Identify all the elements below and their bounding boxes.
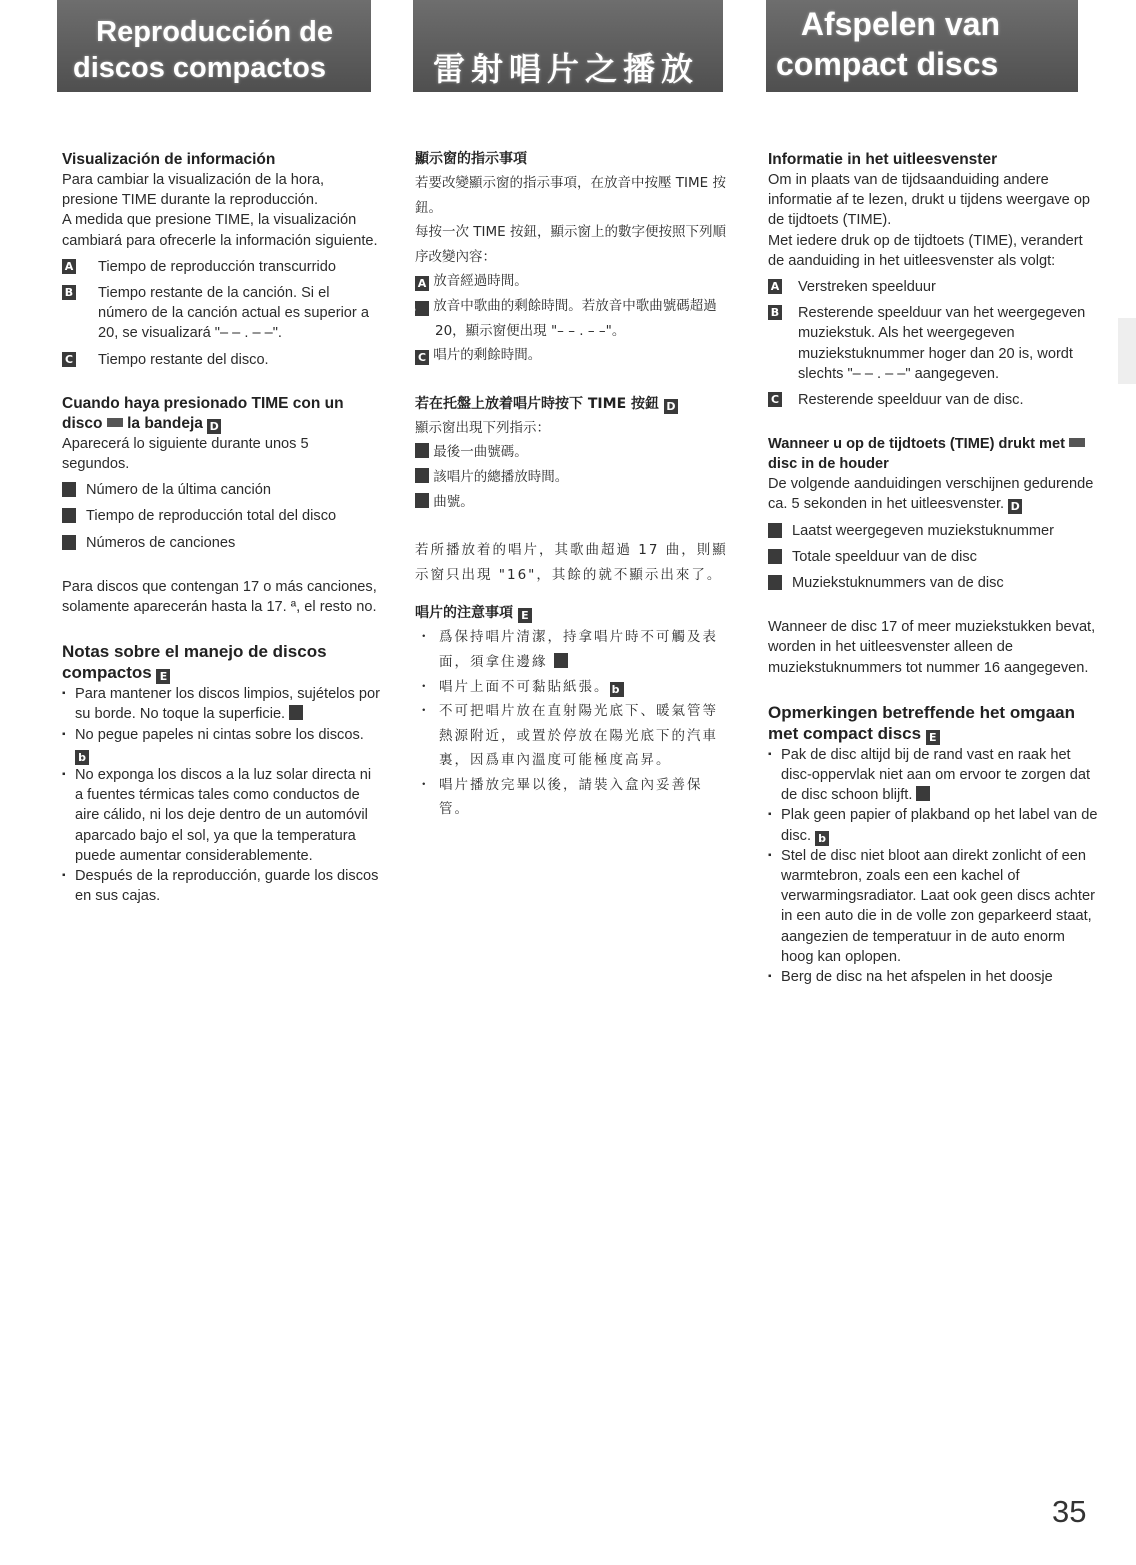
list-item: C Tiempo restante del disco. — [62, 350, 380, 370]
column-dutch — [768, 150, 1098, 987]
marker-e-icon: E — [156, 669, 170, 684]
list-item: A Tiempo de reproducción transcurrido — [62, 257, 380, 277]
section-banner-chinese — [413, 0, 723, 92]
marker-d-icon: D — [207, 419, 221, 434]
list-item: B Resterende speelduur van het weergegeven muziekstuk. Als het weergegeven muziekstuknummer hoger dan 20 is, wordt slechts "– – . – –" aangegeven. — [768, 303, 1098, 384]
paragraph: Para cambiar la visualización de la hora, presione TIME durante la reproducción. — [62, 172, 325, 209]
display-symbol-icon — [415, 443, 429, 458]
marker-e-icon: E — [926, 730, 940, 745]
heading-time-with-disc: 若在托盤上放着唱片時按下 TIME 按鈕 D — [415, 392, 733, 416]
column-chinese — [407, 147, 733, 822]
paragraph: Om in plaats van de tijdsaanduiding andere informatie af te lezen, drukt u tijdens weergave op de tijdtoets (TIME). — [768, 172, 1091, 229]
list-item: Totale speelduur van de disc — [768, 547, 1098, 567]
paragraph: 若所播放着的唱片，其歌曲超過 17 曲，則顯示窗只出現 "16"，其餘的就不顯示出來了。 — [415, 542, 728, 583]
list-item: A 放音經過時間。 — [415, 269, 733, 294]
heading-display-info: 顯示窗的指示事項 — [415, 151, 527, 167]
heading-handling-notes: 唱片的注意事項 E — [415, 601, 733, 625]
display-symbol-icon — [768, 549, 782, 564]
paragraph: Met iedere druk op de tijdtoets (TIME), verandert de aanduiding in het uitleesvenster als volgt: — [768, 232, 1083, 269]
display-symbol-icon — [62, 482, 76, 497]
list-item: ▪ Berg de disc na het afspelen in het doosje — [768, 967, 1098, 987]
disc-figure-icon — [916, 786, 930, 801]
banner-title-line2: discos compactos — [73, 52, 327, 84]
list-item: Número de la última canción — [62, 480, 380, 500]
list-item: ・ 唱片上面不可黏貼紙張。 b — [415, 675, 733, 700]
list-item: ▪ Pak de disc altijd bij de rand vast en raak het disc-oppervlak niet aan om ervoor te zorgen dat de disc schoon blijft. — [768, 745, 1098, 806]
paragraph: 若要改變顯示窗的指示事項，在放音中按壓 TIME 按鈕。 — [415, 175, 726, 216]
banner-title-line1: Afspelen van — [800, 6, 1000, 42]
marker-b-icon: B — [415, 301, 429, 316]
list-item: ・ 爲保持唱片清潔，持拿唱片時不可觸及表面，須拿住邊緣 — [415, 625, 733, 674]
banner-title-line1: 雷射唱片之播放 — [433, 50, 700, 88]
display-symbol-icon — [768, 523, 782, 538]
paragraph: Para discos que contengan 17 o más canciones, solamente aparecerán hasta la 17. ª, el resto no. — [62, 578, 377, 616]
display-symbol-icon — [62, 508, 76, 523]
heading-display-info: Informatie in het uitleesvenster — [768, 151, 998, 168]
paragraph: De volgende aanduidingen verschijnen gedurende ca. 5 sekonden in het uitleesvenster. D — [768, 476, 1094, 514]
display-symbol-icon — [415, 493, 429, 508]
marker-e-icon: E — [518, 608, 532, 623]
list-item: ・ 唱片播放完畢以後，請裝入盒內妥善保管。 — [415, 773, 733, 822]
list-item: C Resterende speelduur van de disc. — [768, 390, 1098, 410]
disc-figure-icon — [289, 705, 303, 720]
heading-time-with-disc: Wanneer u op de tijdtoets (TIME) drukt met disc in de houder — [768, 434, 1098, 474]
list-item: Números de canciones — [62, 533, 380, 553]
list-item: 該唱片的總播放時間。 — [415, 465, 733, 490]
marker-b-small-icon: b — [75, 750, 89, 765]
marker-d-icon: D — [1008, 499, 1022, 514]
section-banner-dutch — [766, 0, 1078, 92]
list-item: B 放音中歌曲的剩餘時間。若放音中歌曲號碼超過 20，顯示窗便出現 "– – . – –"。 — [407, 297, 717, 339]
banner-title-line1: Reproducción de — [96, 16, 333, 48]
list-item: ▪ Plak geen papier of plakband op het label van de disc. b — [768, 805, 1098, 845]
page-number: 35 — [1052, 1494, 1087, 1529]
marker-c-icon: C — [415, 350, 429, 365]
heading-handling-notes: Notas sobre el manejo de discos compactos E — [62, 642, 327, 684]
display-symbol-icon — [62, 535, 76, 550]
heading-display-info: Visualización de información — [62, 151, 276, 168]
list-item: ▪ Para mantener los discos limpios, sujételos por su borde. No toque la superficie. — [62, 684, 380, 724]
list-item: A Verstreken speelduur — [768, 277, 1098, 297]
list-item: Tiempo de reproducción total del disco — [62, 506, 380, 526]
heading-time-with-disc: Cuando haya presionado TIME con un disco la bandeja D — [62, 394, 344, 433]
disc-symbol-icon — [107, 418, 123, 427]
list-item: ▪ Después de la reproducción, guarde los discos en sus cajas. — [62, 866, 380, 906]
list-item: Muziekstuknummers van de disc — [768, 573, 1098, 593]
section-banner-spanish — [57, 0, 371, 92]
marker-b-icon: B — [768, 305, 782, 320]
marker-b-small-icon: b — [610, 682, 624, 697]
list-item: B Tiempo restante de la canción. Si el número de la canción actual es superior a 20, se visualizará "– – . – –". — [62, 283, 380, 344]
paragraph: Aparecerá lo siguiente durante unos 5 segundos. — [62, 435, 309, 473]
heading-handling-notes: Opmerkingen betreffende het omgaan met compact discs E — [768, 702, 1075, 744]
paragraph: 顯示窗出現下列指示： — [415, 419, 550, 436]
marker-a-icon: A — [62, 259, 76, 274]
list-item: ・ 不可把唱片放在直射陽光底下、暖氣管等熱源附近，或置於停放在陽光底下的汽車裏，因爲車內溫度可能極度高昇。 — [415, 699, 733, 773]
paragraph: 每按一次 TIME 按鈕，顯示窗上的數字便按照下列順序改變內容： — [415, 224, 726, 265]
list-item: Laatst weergegeven muziekstuknummer — [768, 521, 1098, 541]
list-item: ▪ Stel de disc niet bloot aan direkt zonlicht of een warmtebron, zoals een een kachel of verwarmingsradiator. Laat ook geen discs achter in een auto die in de volle zon geparkeerd staat, aangezien de temperatuur in de auto enorm hoog kan oplopen. — [768, 846, 1098, 967]
list-item: C 唱片的剩餘時間。 — [415, 343, 733, 368]
list-item: 曲號。 — [415, 490, 733, 515]
marker-d-icon: D — [664, 399, 678, 414]
column-spanish — [62, 150, 380, 906]
paragraph: Wanneer de disc 17 of meer muziekstukken bevat, worden in het uitleesvenster alleen de muziekstuknummers tot nummer 16 aangegeven. — [768, 619, 1096, 676]
marker-a-icon: A — [415, 276, 429, 291]
list-item: ▪ No pegue papeles ni cintas sobre los discos. b — [62, 725, 380, 765]
paragraph: A medida que presione TIME, la visualización cambiará para ofrecerle la información siguiente. — [62, 212, 378, 249]
marker-b-small-icon: b — [815, 831, 829, 846]
list-item: 最後一曲號碼。 — [415, 440, 733, 465]
disc-symbol-icon — [1069, 438, 1085, 447]
marker-c-icon: C — [62, 352, 76, 367]
display-symbol-icon — [415, 468, 429, 483]
edge-tab-mark — [1118, 318, 1136, 384]
marker-a-icon: A — [768, 279, 782, 294]
marker-b-icon: B — [62, 285, 76, 300]
display-symbol-icon — [768, 575, 782, 590]
banner-title-line2: compact discs — [776, 46, 999, 82]
marker-c-icon: C — [768, 392, 782, 407]
disc-figure-icon — [554, 653, 568, 668]
list-item: ▪ No exponga los discos a la luz solar directa ni a fuentes térmicas tales como conductos de aire cálido, ni los deje dentro de un automóvil aparcado bajo el sol, ya que la temperatura puede aumentar considerablemente. — [62, 765, 380, 866]
